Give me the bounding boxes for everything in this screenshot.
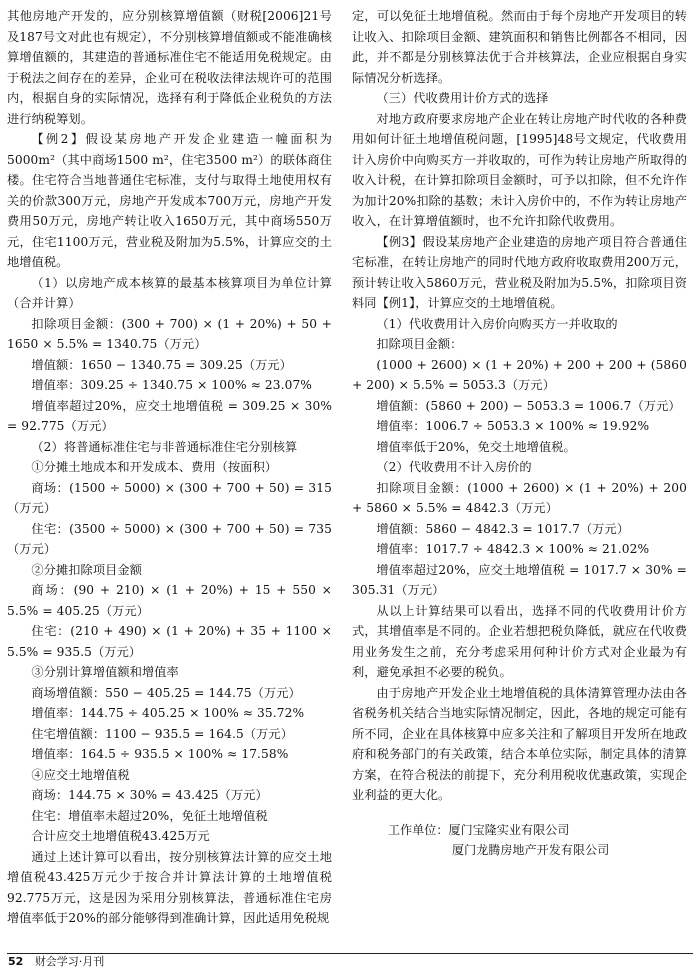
body-paragraph: 从以上计算结果可以看出，选择不同的代收费用计价方式，其增值率是不同的。企业若想把税负降低，就应在代收费用业务发生之前，充分考虑采用何种计价方式对企业最为有利，避免承担不必要的税负。 <box>352 603 687 679</box>
formula-line: 扣除项目金额：(1000 + 2600) × (1 + 20%) + 200 + 5860 × 5.5% = 4842.3（万元） <box>352 480 687 515</box>
affiliation-line-2: 厦门龙腾房地产开发有限公司 <box>452 842 610 857</box>
right-column <box>352 6 687 860</box>
formula-line: 住宅：(3500 ÷ 5000) × (300 + 700 + 50) = 735（万元） <box>7 521 332 556</box>
page-number: 52 <box>8 955 24 968</box>
example-3-paragraph: 【例3】假设某房地产企业建造的房地产项目符合普通住宅标准，在转让房地产的同时代地方政府收取费用200万元，预计转让收入5860万元，营业税及附加为5.5%，扣除项目资料同【例1】，计算应交的土地增值税。 <box>352 234 687 310</box>
heading-included: （1）代收费用计入房价向购买方一并收取的 <box>376 316 618 331</box>
heading-separate: （2）将普通标准住宅与非普通标准住宅分别核算 <box>31 439 298 454</box>
footer-rule <box>7 953 693 954</box>
formula-line: 扣除项目金额：(300 + 700) × (1 + 20%) + 50 + 1650 × 5.5% = 1340.75（万元） <box>7 316 332 351</box>
step-heading: ①分摊土地成本和开发成本、费用（按面积） <box>31 460 278 474</box>
formula-line: 住宅：增值率未超过20%，免征土地增值税 <box>31 808 268 823</box>
step-heading: ②分摊扣除项目金额 <box>31 562 142 577</box>
formula-line: 增值率低于20%，免交土地增值税。 <box>376 439 576 454</box>
journal-name: 财会学习·月刊 <box>34 955 105 968</box>
affiliation-line-1: 工作单位：厦门宝隆实业有限公司 <box>388 822 570 837</box>
formula-line: 增值率：164.5 ÷ 935.5 × 100% ≈ 17.58% <box>31 747 289 761</box>
formula-line: 住宅增值额：1100 − 935.5 = 164.5（万元） <box>31 726 293 741</box>
conclusion-paragraph: 通过上述计算可以看出，按分别核算法计算的应交土地增值税43.425万元少于按合并计算法计算的土地增值税92.775万元，这是因为采用分别核算法，普通标准住宅房增值率低于20%的部分能够得到准确计算，因此适用免税规 <box>7 849 332 925</box>
section-heading: （三）代收费用计价方式的选择 <box>376 91 549 105</box>
formula-line: 扣除项目金额： <box>376 337 463 351</box>
formula-line: 增值率超过20%，应交土地增值税 = 309.25 × 30% = 92.775（万元） <box>7 398 332 433</box>
formula-line: 增值率：309.25 ÷ 1340.75 × 100% ≈ 23.07% <box>31 378 312 392</box>
author-affiliation <box>352 820 687 860</box>
formula-line: 增值额：1650 − 1340.75 = 309.25（万元） <box>31 357 292 372</box>
right-paragraphs <box>352 6 687 806</box>
formula-line: 商场：144.75 × 30% = 43.425（万元） <box>31 788 268 802</box>
left-column <box>7 6 332 929</box>
heading-combined: （1）以房地产成本核算的最基本核算项目为单位计算（合并计算） <box>7 275 332 310</box>
formula-line: 增值额：5860 − 4842.3 = 1017.7（万元） <box>376 521 630 536</box>
body-paragraph: 由于房地产开发企业土地增值税的具体清算管理办法由各省税务机关结合当地实际情况制定，因此，各地的规定可能有所不同，企业在具体核算中应多关注和了解项目开发所在地政府和税务部门的有关政策，结合本单位实际，制定具体的清算方案，在符合税法的前提下，充分利用税收优惠政策，实现企业利益的更大化。 <box>352 685 687 802</box>
formula-line: 商场：(90 + 210) × (1 + 20%) + 15 + 550 × 5.5% = 405.25（万元） <box>7 583 332 618</box>
formula-line: 商场增值额：550 − 405.25 = 144.75（万元） <box>31 685 301 700</box>
formula-line: (1000 + 2600) × (1 + 20%) + 200 + 200 + (5860 + 200) × 5.5% = 5053.3（万元） <box>352 357 687 392</box>
formula-line: 商场：(1500 ÷ 5000) × (300 + 700 + 50) = 315（万元） <box>7 480 332 515</box>
page-footer <box>8 955 104 969</box>
continued-paragraph: 其他房地产开发的，应分别核算增值额（财税[2006]21号及187号文对此也有规定），不分别核算增值额或不能准确核算增值额的，其建造的普通标准住宅不能适用免税规定。由于税法之间存在的差异，企业可在税收法律法规许可的范围内，根据自身的实际情况，选择有利于降低企业税负的方法进行纳税筹划。 <box>7 9 332 126</box>
formula-line: 增值额：(5860 + 200) − 5053.3 = 1006.7（万元） <box>376 398 681 413</box>
formula-line: 增值率：1017.7 ÷ 4842.3 × 100% ≈ 21.02% <box>376 542 650 556</box>
formula-line: 住宅：(210 + 490) × (1 + 20%) + 35 + 1100 × 5.5% = 935.5（万元） <box>7 624 332 659</box>
formula-line: 增值率超过20%，应交土地增值税 = 1017.7 × 30% = 305.31（万元） <box>352 562 687 597</box>
formula-line: 增值率：1006.7 ÷ 5053.3 × 100% ≈ 19.92% <box>376 419 650 433</box>
step-heading: ③分别计算增值额和增值率 <box>31 665 179 679</box>
formula-line: 合计应交土地增值税43.425万元 <box>31 829 210 843</box>
heading-excluded: （2）代收费用不计入房价的 <box>376 460 532 474</box>
continued-paragraph: 定，可以免征土地增值税。然而由于每个房地产开发项目的转让收入、扣除项目金额、建筑面积和销售比例都各不相同，因此，并不都是分别核算法优于合并核算法，企业应根据自身实际情况分析选择。 <box>352 9 687 85</box>
body-paragraph: 对地方政府要求房地产企业在转让房地产时代收的各种费用如何计征土地增值税问题，[1995]48号文规定，代收费用计入房价中向购买方一并收取的，可作为转让房地产所取得的收入计税，在计算扣除项目金额时，可予以扣除，但不允许作为加计20%扣除的基数；未计入房价中的，不作为转让房地产收入，在计算增值额时，也不允许扣除代收费用。 <box>352 111 687 228</box>
example-2-paragraph: 【例2】假设某房地产开发企业建造一幢面积为5000m²（其中商场1500 m²，住宅3500 m²）的联体商住楼。住宅符合当地普通住宅标准，支付与取得土地使用权有关的价款300万元，房地产开发成本700万元，房地产开发费用50万元，房地产转让收入1650万元，其中商场550万元，住宅1100万元，营业税及附加为5.5%，计算应交的土地增值税。 <box>7 132 332 269</box>
formula-line: 增值率：144.75 ÷ 405.25 × 100% ≈ 35.72% <box>31 706 305 720</box>
step-heading: ④应交土地增值税 <box>31 767 130 782</box>
